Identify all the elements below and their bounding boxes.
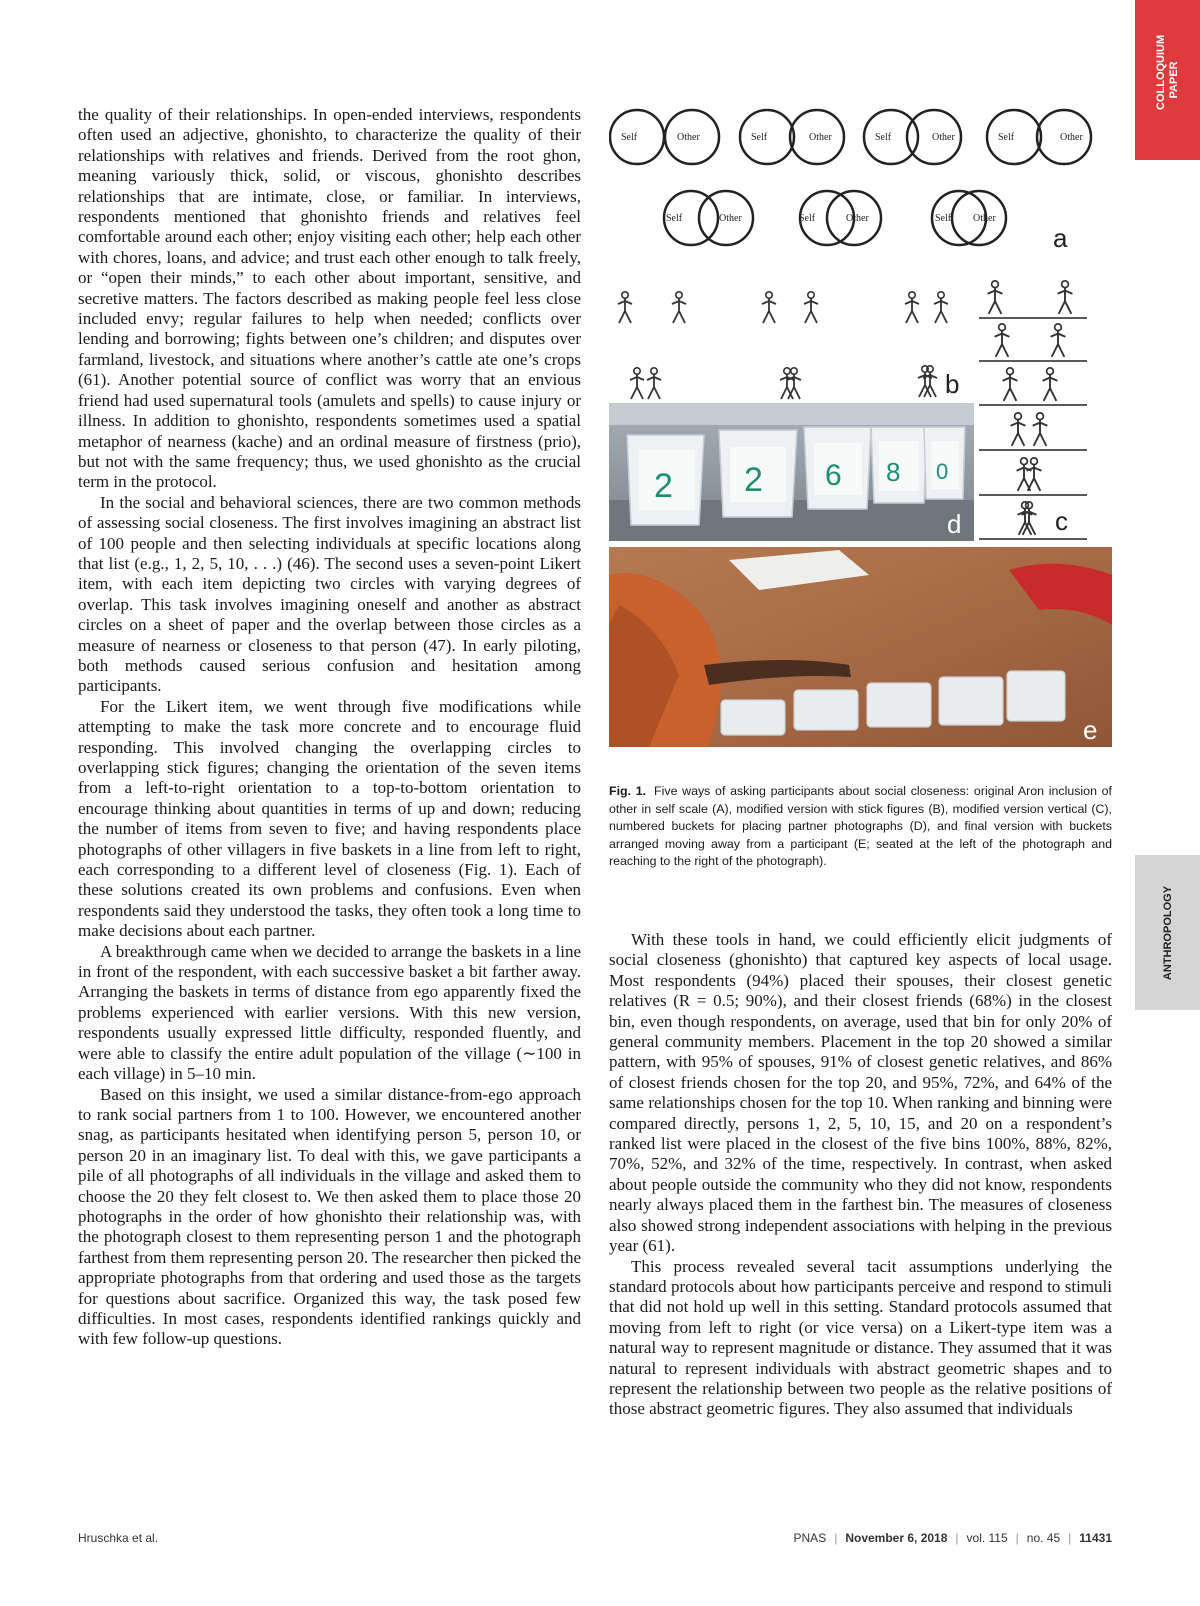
- footer-issue: no. 45: [1026, 1531, 1061, 1545]
- panel-letter-e: e: [1083, 715, 1098, 745]
- footer-journal-info: PNAS | November 6, 2018 | vol. 115 | no. 45 | 11431: [793, 1531, 1112, 1545]
- left-column: [78, 105, 581, 1350]
- circle-label-other-6: Other: [846, 213, 869, 224]
- panel-d-photo: [609, 403, 974, 541]
- panel-letter-b: b: [945, 369, 960, 399]
- panel-letter-a: a: [1053, 223, 1068, 253]
- panel-e-photo: [609, 547, 1112, 747]
- circle-label-self-2: Self: [751, 132, 768, 143]
- left-paragraph-3: For the Likert item, we went through five modifications while attempting to make the task more concrete and to encourage fluid responding. This involved changing the overlapping circles to overlapping stick figures; changing the orientation of the seven items from a left-to-right orientation to a top-to-bottom orientation to encourage thinking about quantities in terms of up and down; reducing the number of items from seven to five; and having respondents place photographs of other villagers in five baskets in a line from left to right, each corresponding to a different level of closeness (Fig. 1). Each of these solutions created its own problems and confusions. Even when respondents said they understood the tasks, they often took a long time to make decisions about each partner.: [78, 696, 581, 941]
- figure-caption-label: Fig. 1.: [609, 784, 647, 798]
- bucket-number-5: 0: [936, 459, 949, 484]
- right-paragraph-1: With these tools in hand, we could efficiently elicit judgments of social closeness (ghonishto) that captured key aspects of local usage. Most respondents (94%) placed their spouses, their closest genetic relatives (R = 0.5; 90%), and their closest friends (68%) in the closest bin, even though respondents, on average, used that bin for only 20% of general community members. Placement in the top 20 showed a similar pattern, with 95% of spouses, 91% of closest genetic relatives, and 86% of closest friends chosen for the top 20, and 95%, 72%, and 64% of the same relationships chosen for the top 10. When ranking and binning were compared directly, persons 1, 2, 5, 10, 15, and 20 on a respondent’s ranked list were placed in the closest of the five bins 100%, 88%, 82%, 70%, 52%, and 32% of the time, respectively. In contrast, when asked about people outside the community who they did not know, respondents nearly always placed them in the farthest bin. The measures of closeness also showed strong independent associations with helping in the previous year (61).: [609, 930, 1112, 1256]
- panel-b-stick-figures: [618, 292, 948, 399]
- circle-label-self-5: Self: [666, 213, 683, 224]
- colloquium-paper-label: COLLOQUIUM PAPER: [1154, 34, 1180, 110]
- footer-authors: Hruschka et al.: [78, 1531, 159, 1545]
- figure-1: [609, 105, 1112, 765]
- left-paragraph-5: Based on this insight, we used a similar distance-from-ego approach to rank social partners from 1 to 100. However, we encountered another snag, as participants hesitated when identifying person 5, person 10, or person 20 in an imaginary list. To deal with this, we gave participants a pile of all photographs of all individuals in the village and asked them to choose the 20 they felt closest to. We then asked them to place those 20 photographs in the order of how ghonishto their relationship was, with the photograph closest to them representing person 1 and the photograph farthest from them representing person 20. The researcher then picked the appropriate photographs from that ordering and used those as the targets for questions about sacrifice. Organized this way, the task posed few difficulties. In most cases, respondents identified rankings quickly and with few follow-up questions.: [78, 1084, 581, 1349]
- circle-label-self-4: Self: [998, 132, 1015, 143]
- bucket-number-1: 2: [654, 467, 673, 505]
- panel-letter-d: d: [947, 509, 962, 539]
- circle-label-self-7: Self: [935, 213, 952, 224]
- circle-label-other-3: Other: [932, 132, 955, 143]
- section-tab: [1135, 855, 1200, 1010]
- left-paragraph-1: the quality of their relationships. In open-ended interviews, respondents often used an adjective, ghonishto, to characterize the quality of their relationships with relatives and friends. Derived from the root ghon, meaning variously thick, solid, or viscous, ghonishto describes relationships that are intimate, close, or familiar. In interviews, respondents mentioned that ghonishto friends and relatives feel comfortable around each other; enjoy visiting each other; help each other with chores, loans, and advice; and trust each other enough to talk freely, or “open their minds,” to each other about important, sensitive, and secretive matters. The factors described as making people feel less close included envy; regular failures to help when needed; conflicts over lending and borrowing; fights between one’s children; and disputes over farmland, livestock, and situations where another’s cattle ate one’s crops (61). Another potential source of conflict was worry that an envious friend had used supernatural tools (amulets and spells) to cause injury or illness. In addition to ghonishto, respondents sometimes used a spatial metaphor of nearness (kache) and an ordinal measure of firstness (prio), but not with the same frequency; thus, we used ghonishto as the crucial term in the protocol.: [78, 105, 581, 492]
- figure-caption-text: Five ways of asking participants about social closeness: original Aron inclusion of other in self scale (A), modified version with stick figures (B), modified version vertical (C), numbered buckets for placing partner photographs (D), and final version with buckets arranged moving away from a participant (E; seated at the left of the photograph and reaching to the right of the photograph).: [609, 784, 1112, 869]
- footer-journal: PNAS: [793, 1531, 827, 1545]
- colloquium-paper-tab: [1135, 0, 1200, 160]
- left-paragraph-4: A breakthrough came when we decided to arrange the baskets in a line in front of the respondent, with each successive basket a bit farther away. Arranging the baskets in terms of distance from ego apparently fixed the problems experienced with earlier versions. With this new version, respondents usually expressed little difficulty, responded fluently, and were able to classify the entire adult population of the village (∼100 in each village) in 5–10 min.: [78, 941, 581, 1084]
- circle-label-other-5: Other: [719, 213, 742, 224]
- panel-letter-c: c: [1055, 506, 1068, 536]
- circle-label-other-2: Other: [809, 132, 832, 143]
- footer-date: November 6, 2018: [845, 1531, 948, 1545]
- circle-label-other-7: Other: [973, 213, 996, 224]
- bucket-number-4: 8: [886, 457, 901, 487]
- bucket-number-3: 6: [825, 459, 842, 492]
- section-label: ANTHROPOLOGY: [1161, 885, 1174, 980]
- panel-c-stick-figures: [979, 281, 1087, 539]
- bucket-number-2: 2: [744, 461, 763, 499]
- footer-volume: vol. 115: [966, 1531, 1008, 1545]
- panel-a-circles: [610, 110, 1091, 245]
- right-paragraph-2: This process revealed several tacit assumptions underlying the standard protocols about how participants perceive and respond to stimuli that did not hold up well in this setting. Standard protocols assumed that moving from left to right (or vice versa) on a Likert-type item was a natural way to represent magnitude or distance. They assumed that it was natural to represent individuals with abstract geometric shapes and to represent the relationship between two people as the relative positions of those abstract geometric figures. They also assumed that individuals: [609, 1256, 1112, 1419]
- figure-caption: [609, 783, 1112, 871]
- circle-label-self-6: Self: [799, 213, 816, 224]
- left-paragraph-2: In the social and behavioral sciences, there are two common methods of assessing social closeness. The first involves imagining an abstract list of 100 people and then selecting individuals at specific locations along that list (e.g., 1, 2, 5, 10, . . .) (46). The second uses a seven-point Likert item, with each item depicting two circles with varying degrees of overlap. This task involves imagining oneself and another as abstract circles on a sheet of paper and the overlap between those circles as a measure of nearness or closeness to that person (47). In early piloting, both methods caused serious confusion and hesitation among participants.: [78, 492, 581, 696]
- footer-page: 11431: [1079, 1531, 1112, 1545]
- circle-label-self-3: Self: [875, 132, 892, 143]
- circle-label-other-4: Other: [1060, 132, 1083, 143]
- figure-1-graphic: [609, 105, 1112, 765]
- circle-label-self-1: Self: [621, 132, 638, 143]
- right-column: [609, 930, 1112, 1420]
- circle-label-other-1: Other: [677, 132, 700, 143]
